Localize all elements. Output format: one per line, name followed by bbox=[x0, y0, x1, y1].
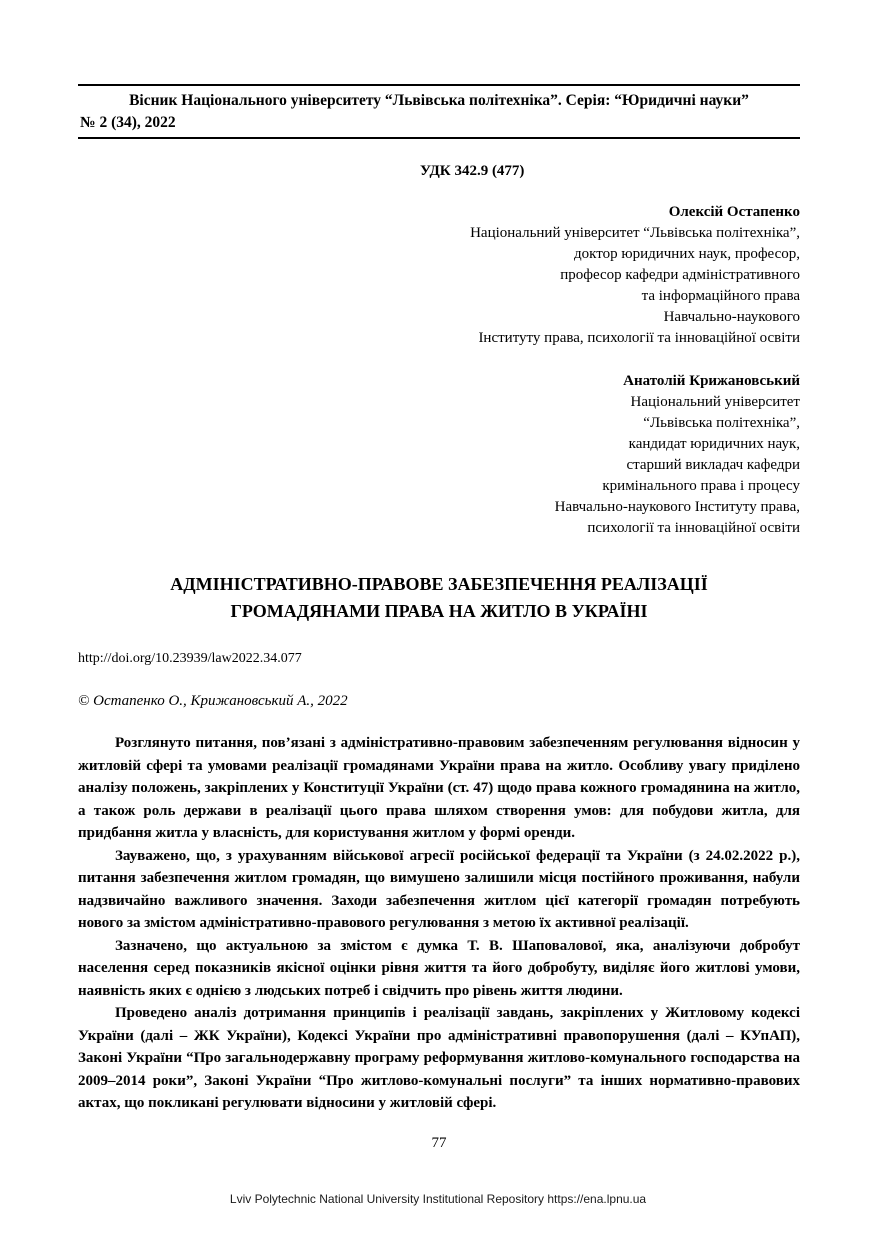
affiliation-line: Національний університет bbox=[630, 394, 800, 410]
journal-title-line: Вісник Національного університету “Львівська політехніка”. Серія: “Юридичні науки” bbox=[129, 92, 749, 109]
affiliation-line: Національний університет “Львівська політехніка”, bbox=[470, 225, 800, 241]
affiliation-line: Навчально-наукового Інституту права, bbox=[554, 499, 800, 515]
affiliation-line: доктор юридичних наук, професор, bbox=[574, 246, 800, 262]
author-block-2 bbox=[78, 371, 800, 539]
article-title: АДМІНІСТРАТИВНО-ПРАВОВЕ ЗАБЕЗПЕЧЕННЯ РЕАЛІЗАЦІЇ ГРОМАДЯНАМИ ПРАВА НА ЖИТЛО В УКРАЇНІ bbox=[170, 574, 708, 621]
affiliation-line: кандидат юридичних наук, bbox=[628, 436, 800, 452]
affiliation-line: кримінального права і процесу bbox=[602, 478, 800, 494]
abstract-paragraph: Зауважено, що, з урахуванням військової агресії російської федерації та України (з 24.02.2022 р.), питання забезпечення житлом громадян, що вимушено залишили місця постійного проживання, набули надзвичайно важливого значення. Заходи забезпечення житлом цієї категорії громадян потребують нового за змістом адміністративно-правового регулювання з метою їх активної реалізації. bbox=[78, 847, 800, 931]
doi-link: http://doi.org/10.23939/law2022.34.077 bbox=[78, 651, 302, 666]
copyright-line: © Остапенко О., Крижановський А., 2022 bbox=[78, 693, 348, 709]
affiliation-line: Навчально-наукового bbox=[663, 309, 800, 325]
abstract-paragraph: Проведено аналіз дотримання принципів і реалізації завдань, закріплених у Житловому кодексі України (далі – ЖК України), Кодексі України про адміністративні правопорушення (далі – КУпАП), Законі України “Про загальнодержавну програму реформування житлово-комунального господарства на 2009–2014 роки”, Законі України “Про житлово-комунальні послуги” та інших нормативно-правових актах, що покликані регулювати відносини у житловій сфері. bbox=[78, 1005, 800, 1111]
author-block-1 bbox=[78, 202, 800, 349]
affiliation-line: професор кафедри адміністративного bbox=[560, 267, 800, 283]
udc-label: УДК 342.9 (477) bbox=[420, 163, 525, 179]
abstract-paragraph: Зазначено, що актуальною за змістом є думка Т. В. Шаповалової, яка, аналізуючи добробут населення серед показників якісної оцінки рівня життя та його добробуту, виділяє його житлові умови, наявність яких є однією з людських потреб і свідчить про рівень життя людини. bbox=[78, 937, 800, 999]
issue-line: № 2 (34), 2022 bbox=[80, 114, 176, 131]
affiliation-line: та інформаційного права bbox=[641, 288, 800, 304]
abstract bbox=[78, 732, 800, 1115]
abstract-paragraph: Розглянуто питання, пов’язані з адміністративно-правовим забезпеченням регулювання відносин у житловій сфері та умовами реалізації громадянами України права на житло. Особливу увагу приділено аналізу положень, закріплених у Конституції України (ст. 47) щодо права кожного громадянина на житло, а також роль держави в реалізації цього права шляхом створення умов: для побудови житла, для придбання житла у власність, для користування житлом у формі оренди. bbox=[78, 735, 800, 841]
affiliation-line: старший викладач кафедри bbox=[626, 457, 800, 473]
affiliation-line: “Львівська політехніка”, bbox=[643, 415, 800, 431]
footer-repository-line: Lviv Polytechnic National University Institutional Repository https://ena.lpnu.ua bbox=[229, 1192, 647, 1206]
page-number: 77 bbox=[431, 1134, 447, 1151]
page-content bbox=[78, 84, 800, 1152]
author-name: Анатолій Крижановський bbox=[623, 373, 800, 389]
journal-header bbox=[78, 84, 800, 139]
affiliation-line: психології та інноваційної освіти bbox=[587, 520, 800, 536]
affiliation-line: Інституту права, психології та інноваційної освіти bbox=[478, 330, 800, 346]
author-name: Олексій Остапенко bbox=[668, 204, 800, 220]
